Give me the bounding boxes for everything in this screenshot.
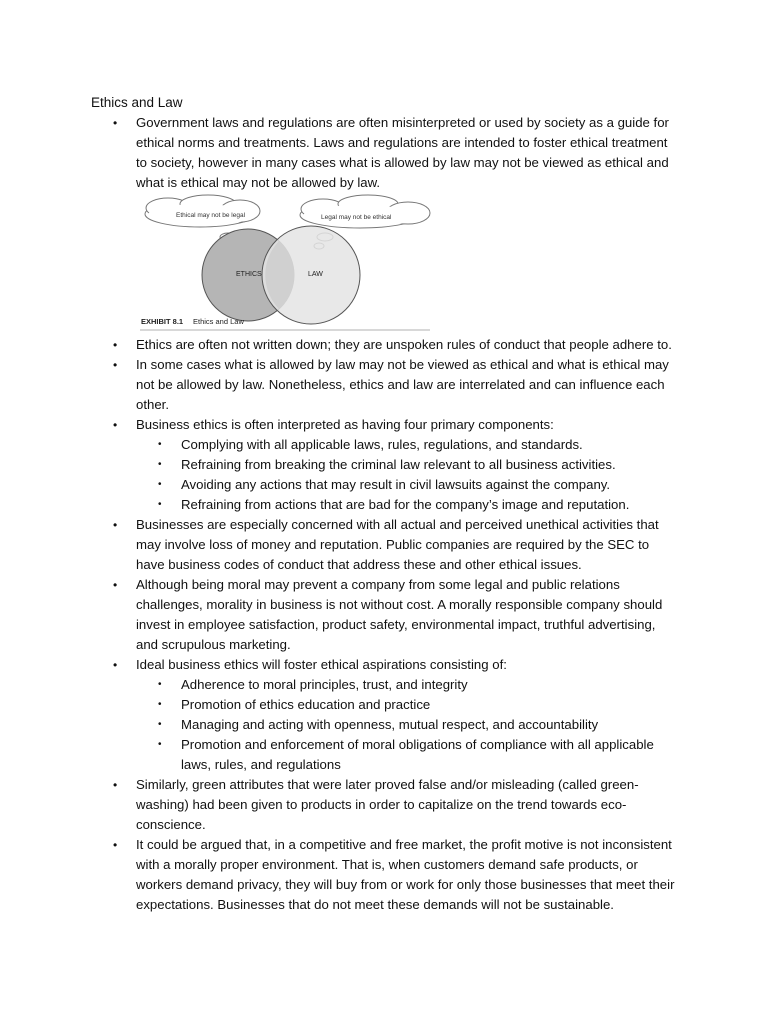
cloud-right-text: Legal may not be ethical [321, 214, 392, 221]
sub-list-item [0, 695, 681, 715]
bullet-icon: • [113, 418, 118, 432]
list-item-text: Businesses are especially concerned with all actual and perceived unethical activities that may involve loss of money and reputation. Public companies are required by the SEC to have business codes of conduct that address these and other ethical issues. [136, 517, 659, 572]
bullet-icon: • [113, 838, 118, 852]
sub-list-item-text: Complying with all applicable laws, rules, regulations, and standards. [181, 437, 583, 452]
bullet-icon: • [113, 658, 118, 672]
list-item [0, 575, 681, 655]
list-item [0, 355, 681, 415]
list-item-text: Although being moral may prevent a company from some legal and public relations challenges, morality in business is not without cost. A morally responsible company should invest in employee satisfaction, product safety, environmental impact, truthful advertising, and scrupulous marketing. [136, 577, 663, 652]
bullet-icon: • [158, 479, 162, 490]
law-label: LAW [308, 271, 323, 278]
sub-list-item-text: Avoiding any actions that may result in civil lawsuits against the company. [181, 477, 611, 492]
list-item [0, 415, 681, 435]
list-item-text: Business ethics is often interpreted as having four primary components: [136, 417, 554, 432]
bullet-icon: • [113, 116, 118, 130]
list-item-text: Government laws and regulations are often misinterpreted or used by society as a guide for ethical norms and treatments. Laws and regulations are intended to foster ethical treatment to society, however in many cases what is allowed by law may not be viewed as ethical and what is ethical may not be allowed by law. [136, 115, 669, 190]
bullet-icon: • [158, 679, 162, 690]
list-item-text: Ethics are often not written down; they are unspoken rules of conduct that people adhere to. [136, 337, 672, 352]
main-bullet-list [0, 335, 768, 915]
sub-list-item-text: Promotion and enforcement of moral obligations of compliance with all applicable laws, rules, and regulations [181, 737, 654, 772]
bullet-icon: • [113, 358, 118, 372]
bullet-icon: • [158, 439, 162, 450]
ethics-law-venn-diagram [138, 193, 432, 333]
sub-list-item-text: Promotion of ethics education and practice [181, 697, 431, 712]
bullet-icon: • [113, 778, 118, 792]
cloud-left-text: Ethical may not be legal [176, 212, 246, 219]
sub-list-item [0, 435, 681, 455]
bullet-icon: • [113, 518, 118, 532]
list-item [0, 835, 681, 915]
list-item [0, 335, 681, 355]
sub-list-item [0, 475, 681, 495]
list-item [0, 775, 681, 835]
list-item-text: Ideal business ethics will foster ethical aspirations consisting of: [136, 657, 507, 672]
bullet-icon: • [113, 338, 118, 352]
sub-list-item [0, 675, 681, 695]
page-title: Ethics and Law [91, 95, 183, 110]
sub-list-item-text: Managing and acting with openness, mutual respect, and accountability [181, 717, 599, 732]
sub-list-item-text: Refraining from actions that are bad for the company’s image and reputation. [181, 497, 630, 512]
bullet-icon: • [113, 578, 118, 592]
exhibit-label: EXHIBIT 8.1 [141, 317, 184, 326]
sub-list-item [0, 715, 681, 735]
bullet-icon: • [158, 499, 162, 510]
list-item [0, 655, 681, 675]
bullet-icon: • [158, 739, 162, 750]
list-item-text: It could be argued that, in a competitive and free market, the profit motive is not inconsistent with a morally proper environment. That is, when customers demand safe products, or workers demand privacy, they will buy from or work for only those businesses that meet their expectations. Businesses that do not meet these demands will not be sustainable. [136, 837, 675, 912]
list-item [0, 515, 681, 575]
ethics-label: ETHICS [236, 271, 262, 278]
sub-list-item-text: Adherence to moral principles, trust, and integrity [181, 677, 468, 692]
list-item-text: Similarly, green attributes that were later proved false and/or misleading (called green-washing) had been given to products in order to capitalize on the trend towards eco-conscience. [136, 777, 639, 832]
list-item-text: In some cases what is allowed by law may not be viewed as ethical and what is ethical may not be allowed by law. Nonetheless, ethics and law are interrelated and can influence each other. [136, 357, 669, 412]
list-item [0, 113, 681, 193]
intro-list [0, 113, 768, 193]
sub-list-item [0, 455, 681, 475]
bullet-icon: • [158, 699, 162, 710]
sub-list-item [0, 495, 681, 515]
sub-list-item-text: Refraining from breaking the criminal law relevant to all business activities. [181, 457, 616, 472]
bullet-icon: • [158, 459, 162, 470]
sub-list-item [0, 735, 681, 775]
exhibit-caption: Ethics and Law [193, 317, 244, 326]
bullet-icon: • [158, 719, 162, 730]
